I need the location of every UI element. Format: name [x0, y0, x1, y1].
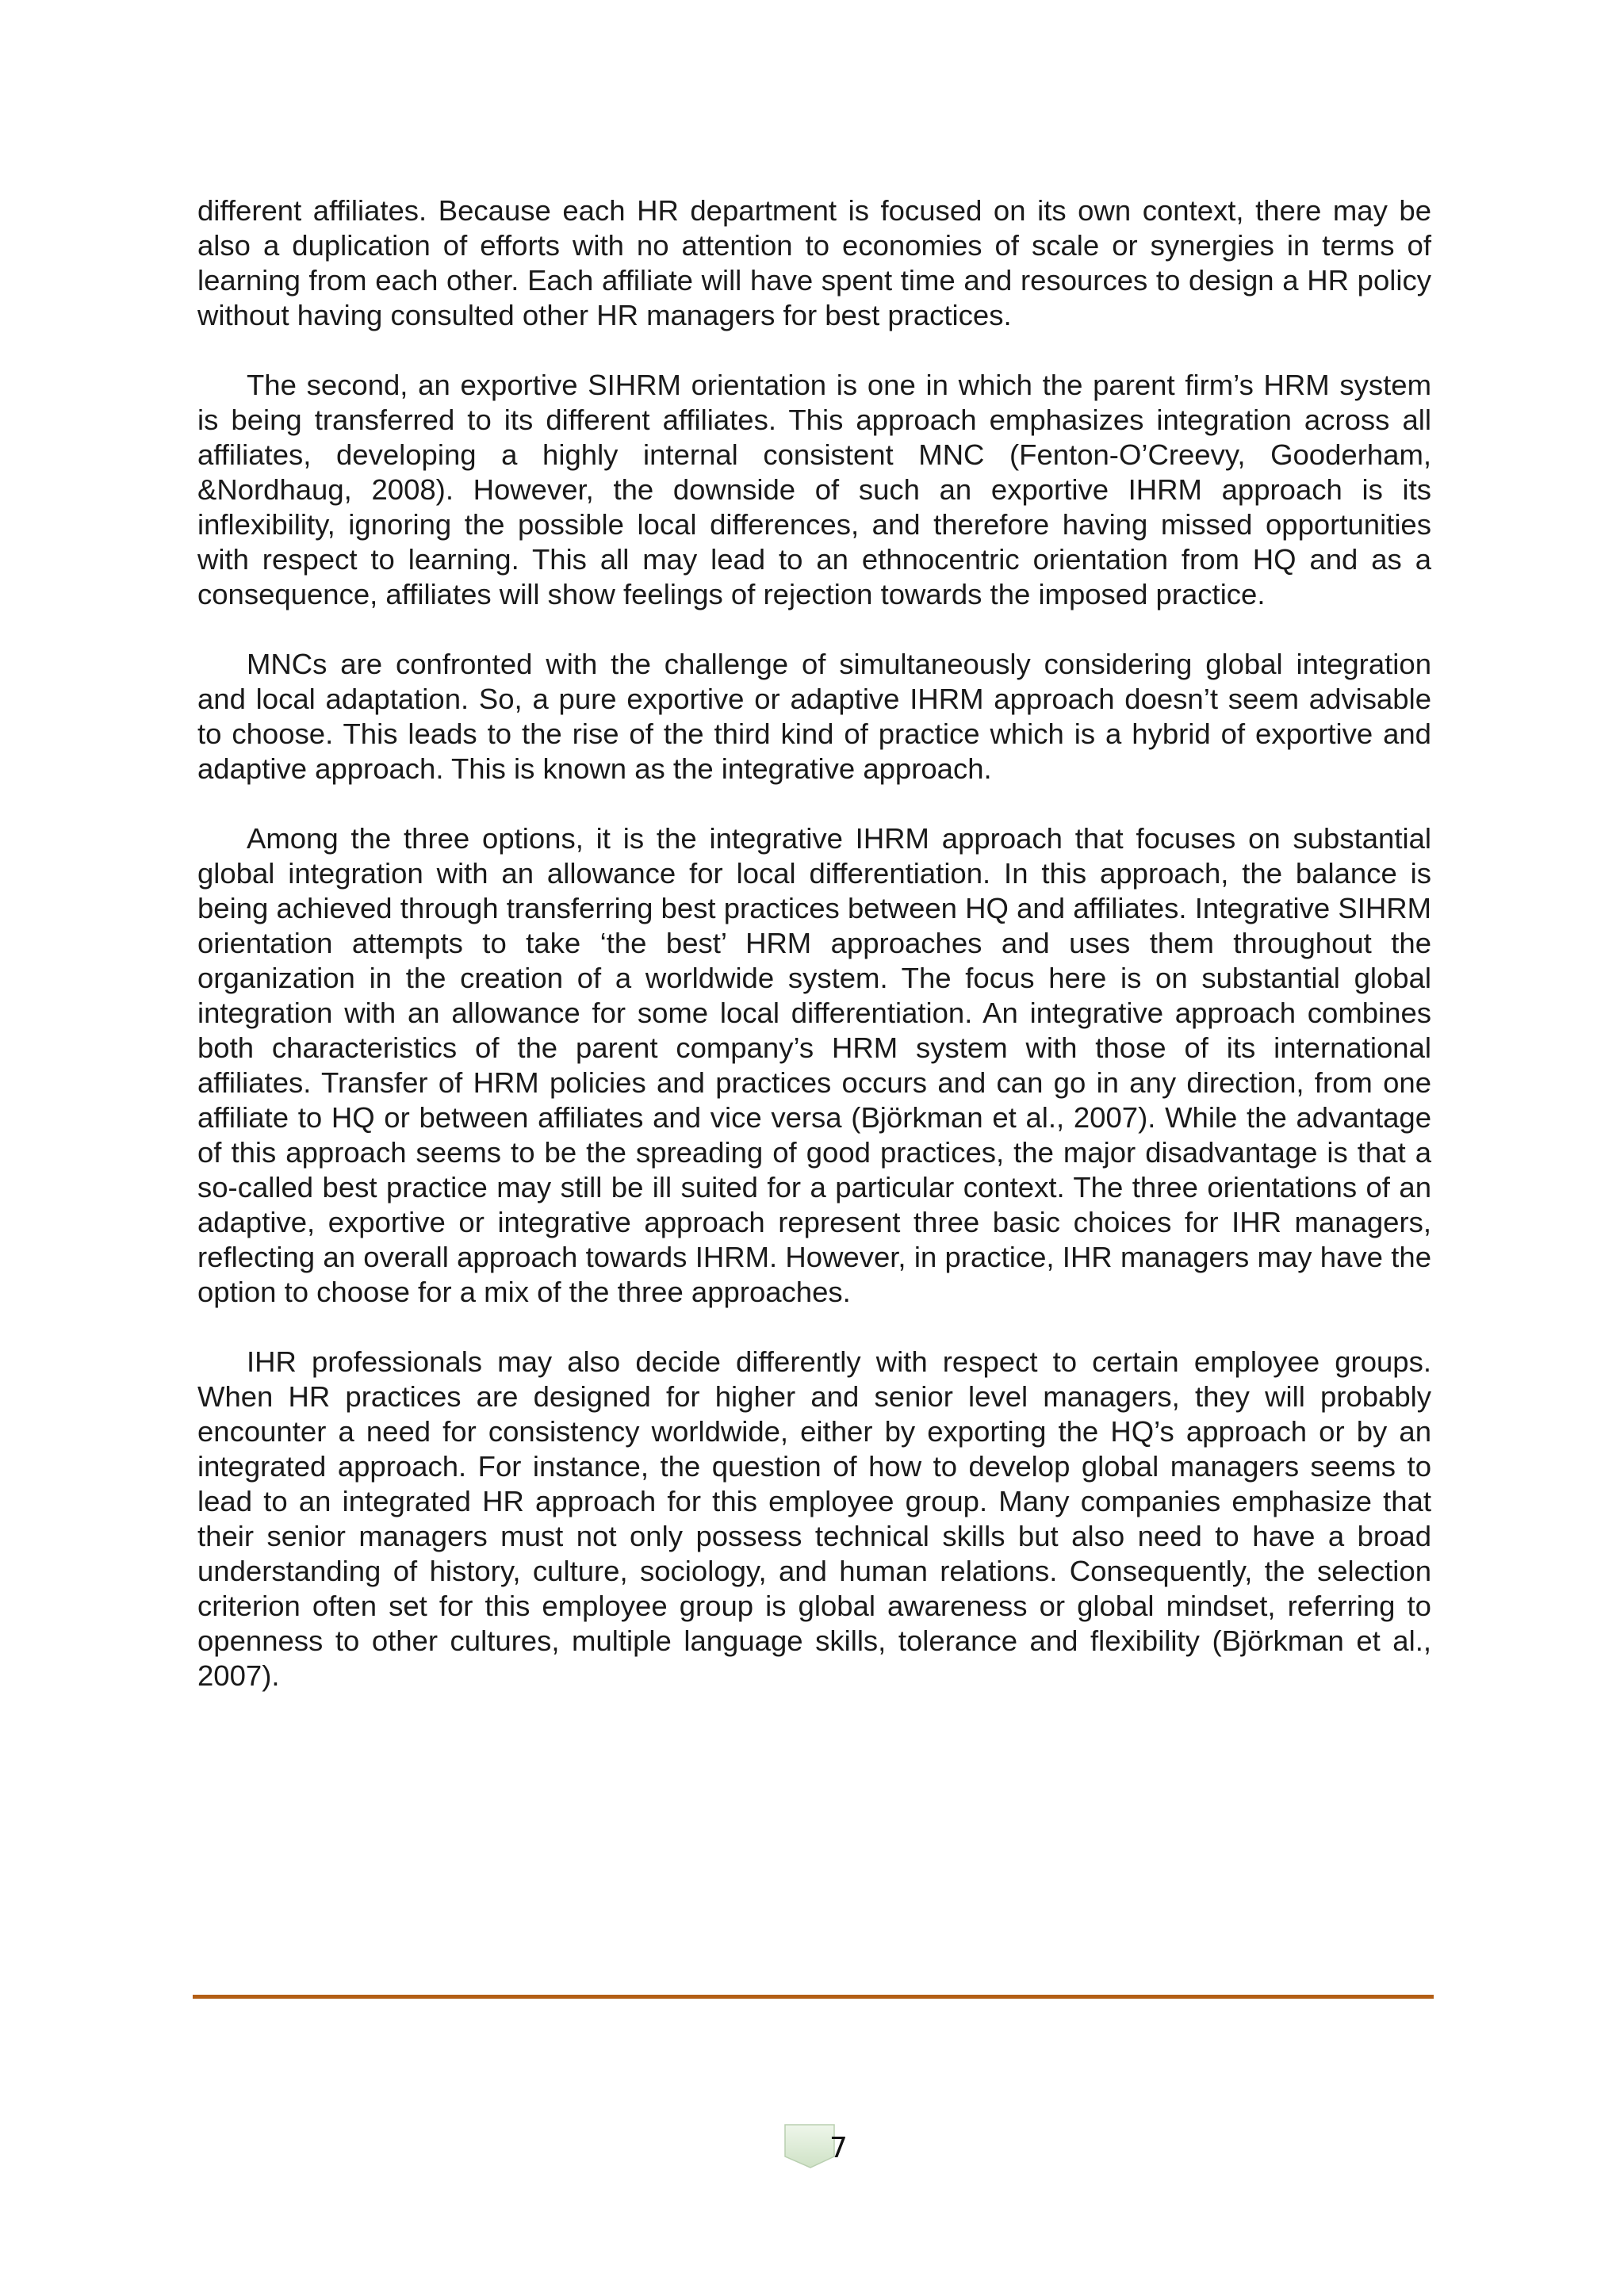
paragraph-continued: different affiliates. Because each HR department is focused on its own context, there may be also a duplication of efforts with no attention to economies of scale or synergies in terms of learning from each other. Each affiliate will have spent time and resources to design a HR policy without having consulted other HR managers for best practices. — [197, 194, 1431, 331]
page-number: 7 — [829, 2132, 848, 2164]
paragraph-integrative-approach: Among the three options, it is the integrative IHRM approach that focuses on substantial global integration with an allowance for local differentiation. In this approach, the balance is being achieved through transferring best practices between HQ and affiliates. Integrative SIHRM orientation attempts to take ‘the best’ HRM approaches and uses them throughout the organization in the creation of a worldwide system. The focus here is on substantial global integration with an allowance for some local differentiation. An integrative approach combines both characteristics of the parent company’s HRM system with those of its international affiliates. Transfer of HRM policies and practices occurs and can go in any direction, from one affiliate to HQ or between affiliates and vice versa (Björkman et al., 2007). While the advantage of this approach seems to be the spreading of good practices, the major disadvantage is that a so-called best practice may still be ill suited for a particular context. The three orientations of an adaptive, exportive or integrative approach represent three basic choices for IHR managers, reflecting an overall approach towards IHRM. However, in practice, IHR managers may have the option to choose for a mix of the three approaches. — [197, 822, 1431, 1308]
paragraph-mnc-challenge: MNCs are confronted with the challenge of simultaneously considering global integration and local adaptation. So, a pure exportive or adaptive IHRM approach doesn’t seem advisable to choose. This leads to the rise of the third kind of practice which is a hybrid of exportive and adaptive approach. This is known as the integrative approach. — [197, 648, 1431, 785]
footer-rule — [193, 1995, 1434, 1999]
paragraph-exportive-orientation: The second, an exportive SIHRM orientation is one in which the parent firm’s HRM system is being transferred to its different affiliates. This approach emphasizes integration across all affiliates, developing a highly internal consistent MNC (Fenton-O’Creevy, Gooderham, &Nordhaug, 2008). However, the downside of such an exportive IHRM approach is its inflexibility, ignoring the possible local differences, and therefore having missed opportunities with respect to learning. This all may lead to an ethnocentric orientation from HQ and as a consequence, affiliates will show feelings of rejection towards the imposed practice. — [197, 369, 1431, 610]
paragraph-employee-groups: IHR professionals may also decide differently with respect to certain employee groups. When HR practices are designed for higher and senior level managers, they will probably encounter a need for consistency worldwide, either by exporting the HQ’s approach or by an integrated approach. For instance, the question of how to develop global managers seems to lead to an integrated HR approach for this employee group. Many companies emphasize that their senior managers must not only possess technical skills but also need to have a broad understanding of history, culture, sociology, and human relations. Consequently, the selection criterion often set for this employee group is global awareness or global mindset, referring to openness to other cultures, multiple language skills, tolerance and flexibility (Björkman et al., 2007). — [197, 1345, 1431, 1692]
body-text — [197, 193, 1431, 1728]
